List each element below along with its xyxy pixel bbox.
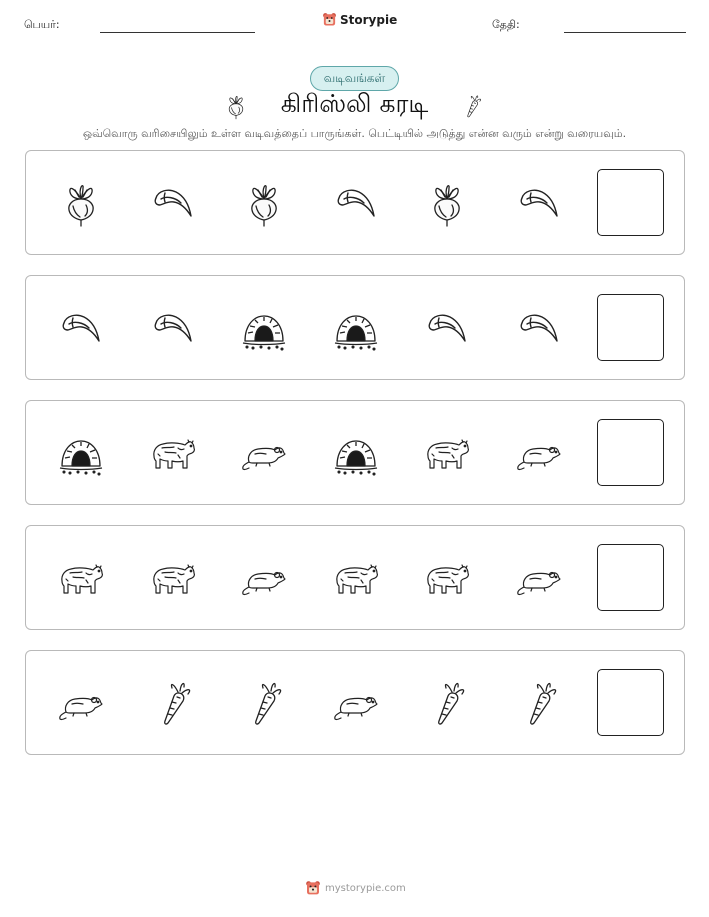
carrot-icon bbox=[459, 90, 485, 122]
carrot-icon bbox=[148, 678, 198, 728]
mouse-icon bbox=[514, 553, 564, 603]
bear-icon bbox=[422, 428, 472, 478]
bear-icon bbox=[148, 553, 198, 603]
instructions-text: ஒவ்வொரு வரிசையிலும் உள்ள வடிவத்தைப் பாருங்கள். பெட்டியில் அடுத்து என்ன வரும் என்று வரையவும். bbox=[82, 127, 627, 140]
pattern-row bbox=[25, 275, 685, 380]
answer-box[interactable] bbox=[597, 294, 664, 361]
pattern-row bbox=[25, 525, 685, 630]
claw-icon bbox=[514, 303, 564, 353]
mouse-icon bbox=[239, 428, 289, 478]
beet-icon bbox=[56, 178, 106, 228]
pattern-row bbox=[25, 400, 685, 505]
name-line[interactable] bbox=[100, 32, 255, 33]
mouse-icon bbox=[239, 553, 289, 603]
cave-icon bbox=[331, 428, 381, 478]
category-badge: வடிவங்கள் bbox=[310, 66, 399, 91]
answer-box[interactable] bbox=[597, 544, 664, 611]
carrot-icon bbox=[422, 678, 472, 728]
bear-icon bbox=[331, 553, 381, 603]
brand-text: Storypie bbox=[340, 12, 398, 27]
carrot-icon bbox=[514, 678, 564, 728]
bear-icon bbox=[56, 553, 106, 603]
date-line[interactable] bbox=[564, 32, 686, 33]
carrot-icon bbox=[239, 678, 289, 728]
mouse-icon bbox=[56, 678, 106, 728]
footer bbox=[305, 880, 406, 896]
footer-site: mystorypie.com bbox=[325, 882, 406, 894]
pattern-row bbox=[25, 650, 685, 755]
cave-icon bbox=[56, 428, 106, 478]
claw-icon bbox=[148, 303, 198, 353]
beet-icon bbox=[422, 178, 472, 228]
bear-icon bbox=[422, 553, 472, 603]
storypie-bear-icon bbox=[322, 12, 337, 27]
date-label: தேதி: bbox=[492, 18, 520, 31]
storypie-bear-icon bbox=[305, 880, 321, 896]
mouse-icon bbox=[331, 678, 381, 728]
cave-icon bbox=[331, 303, 381, 353]
mouse-icon bbox=[514, 428, 564, 478]
answer-box[interactable] bbox=[597, 419, 664, 486]
brand-logo bbox=[322, 12, 397, 27]
name-label: பெயர்: bbox=[24, 18, 60, 31]
claw-icon bbox=[148, 178, 198, 228]
claw-icon bbox=[514, 178, 564, 228]
bear-icon bbox=[148, 428, 198, 478]
answer-box[interactable] bbox=[597, 169, 664, 236]
claw-icon bbox=[331, 178, 381, 228]
claw-icon bbox=[422, 303, 472, 353]
pattern-row bbox=[25, 150, 685, 255]
beet-icon bbox=[239, 178, 289, 228]
cave-icon bbox=[239, 303, 289, 353]
page-title: கிரிஸ்லி கரடி bbox=[280, 89, 429, 118]
claw-icon bbox=[56, 303, 106, 353]
answer-box[interactable] bbox=[597, 669, 664, 736]
